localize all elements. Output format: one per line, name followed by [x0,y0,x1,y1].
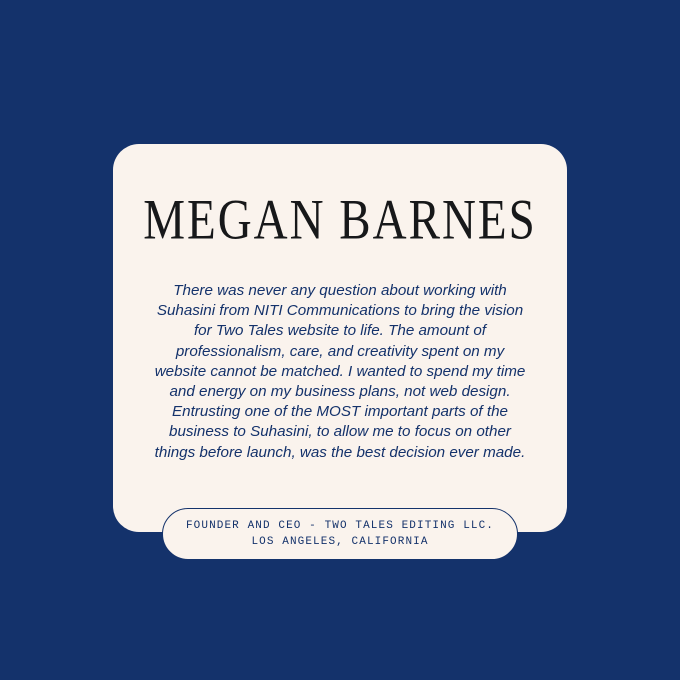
testimonial-quote: There was never any question about working with Suhasini from NITI Communications to bring the vision for Two Tales website to life. The amount of professionalism, care, and creativity spent on my website cannot be matched. I wanted to spend my time and energy on my business plans, not web design. Entrusting one of the MOST important parts of the business to Suhasini, to allow me to focus on other things before launch, was the best decision ever made. [154,282,526,461]
role-badge [162,508,518,560]
quote-container [139,281,541,463]
role-badge-line-1: FOUNDER AND CEO - TWO TALES EDITING LLC. [185,520,495,532]
testimonial-card [113,144,567,532]
role-badge-line-2: LOS ANGELES, CALIFORNIA [251,536,429,548]
client-name: MEGAN BARNES [143,188,537,252]
